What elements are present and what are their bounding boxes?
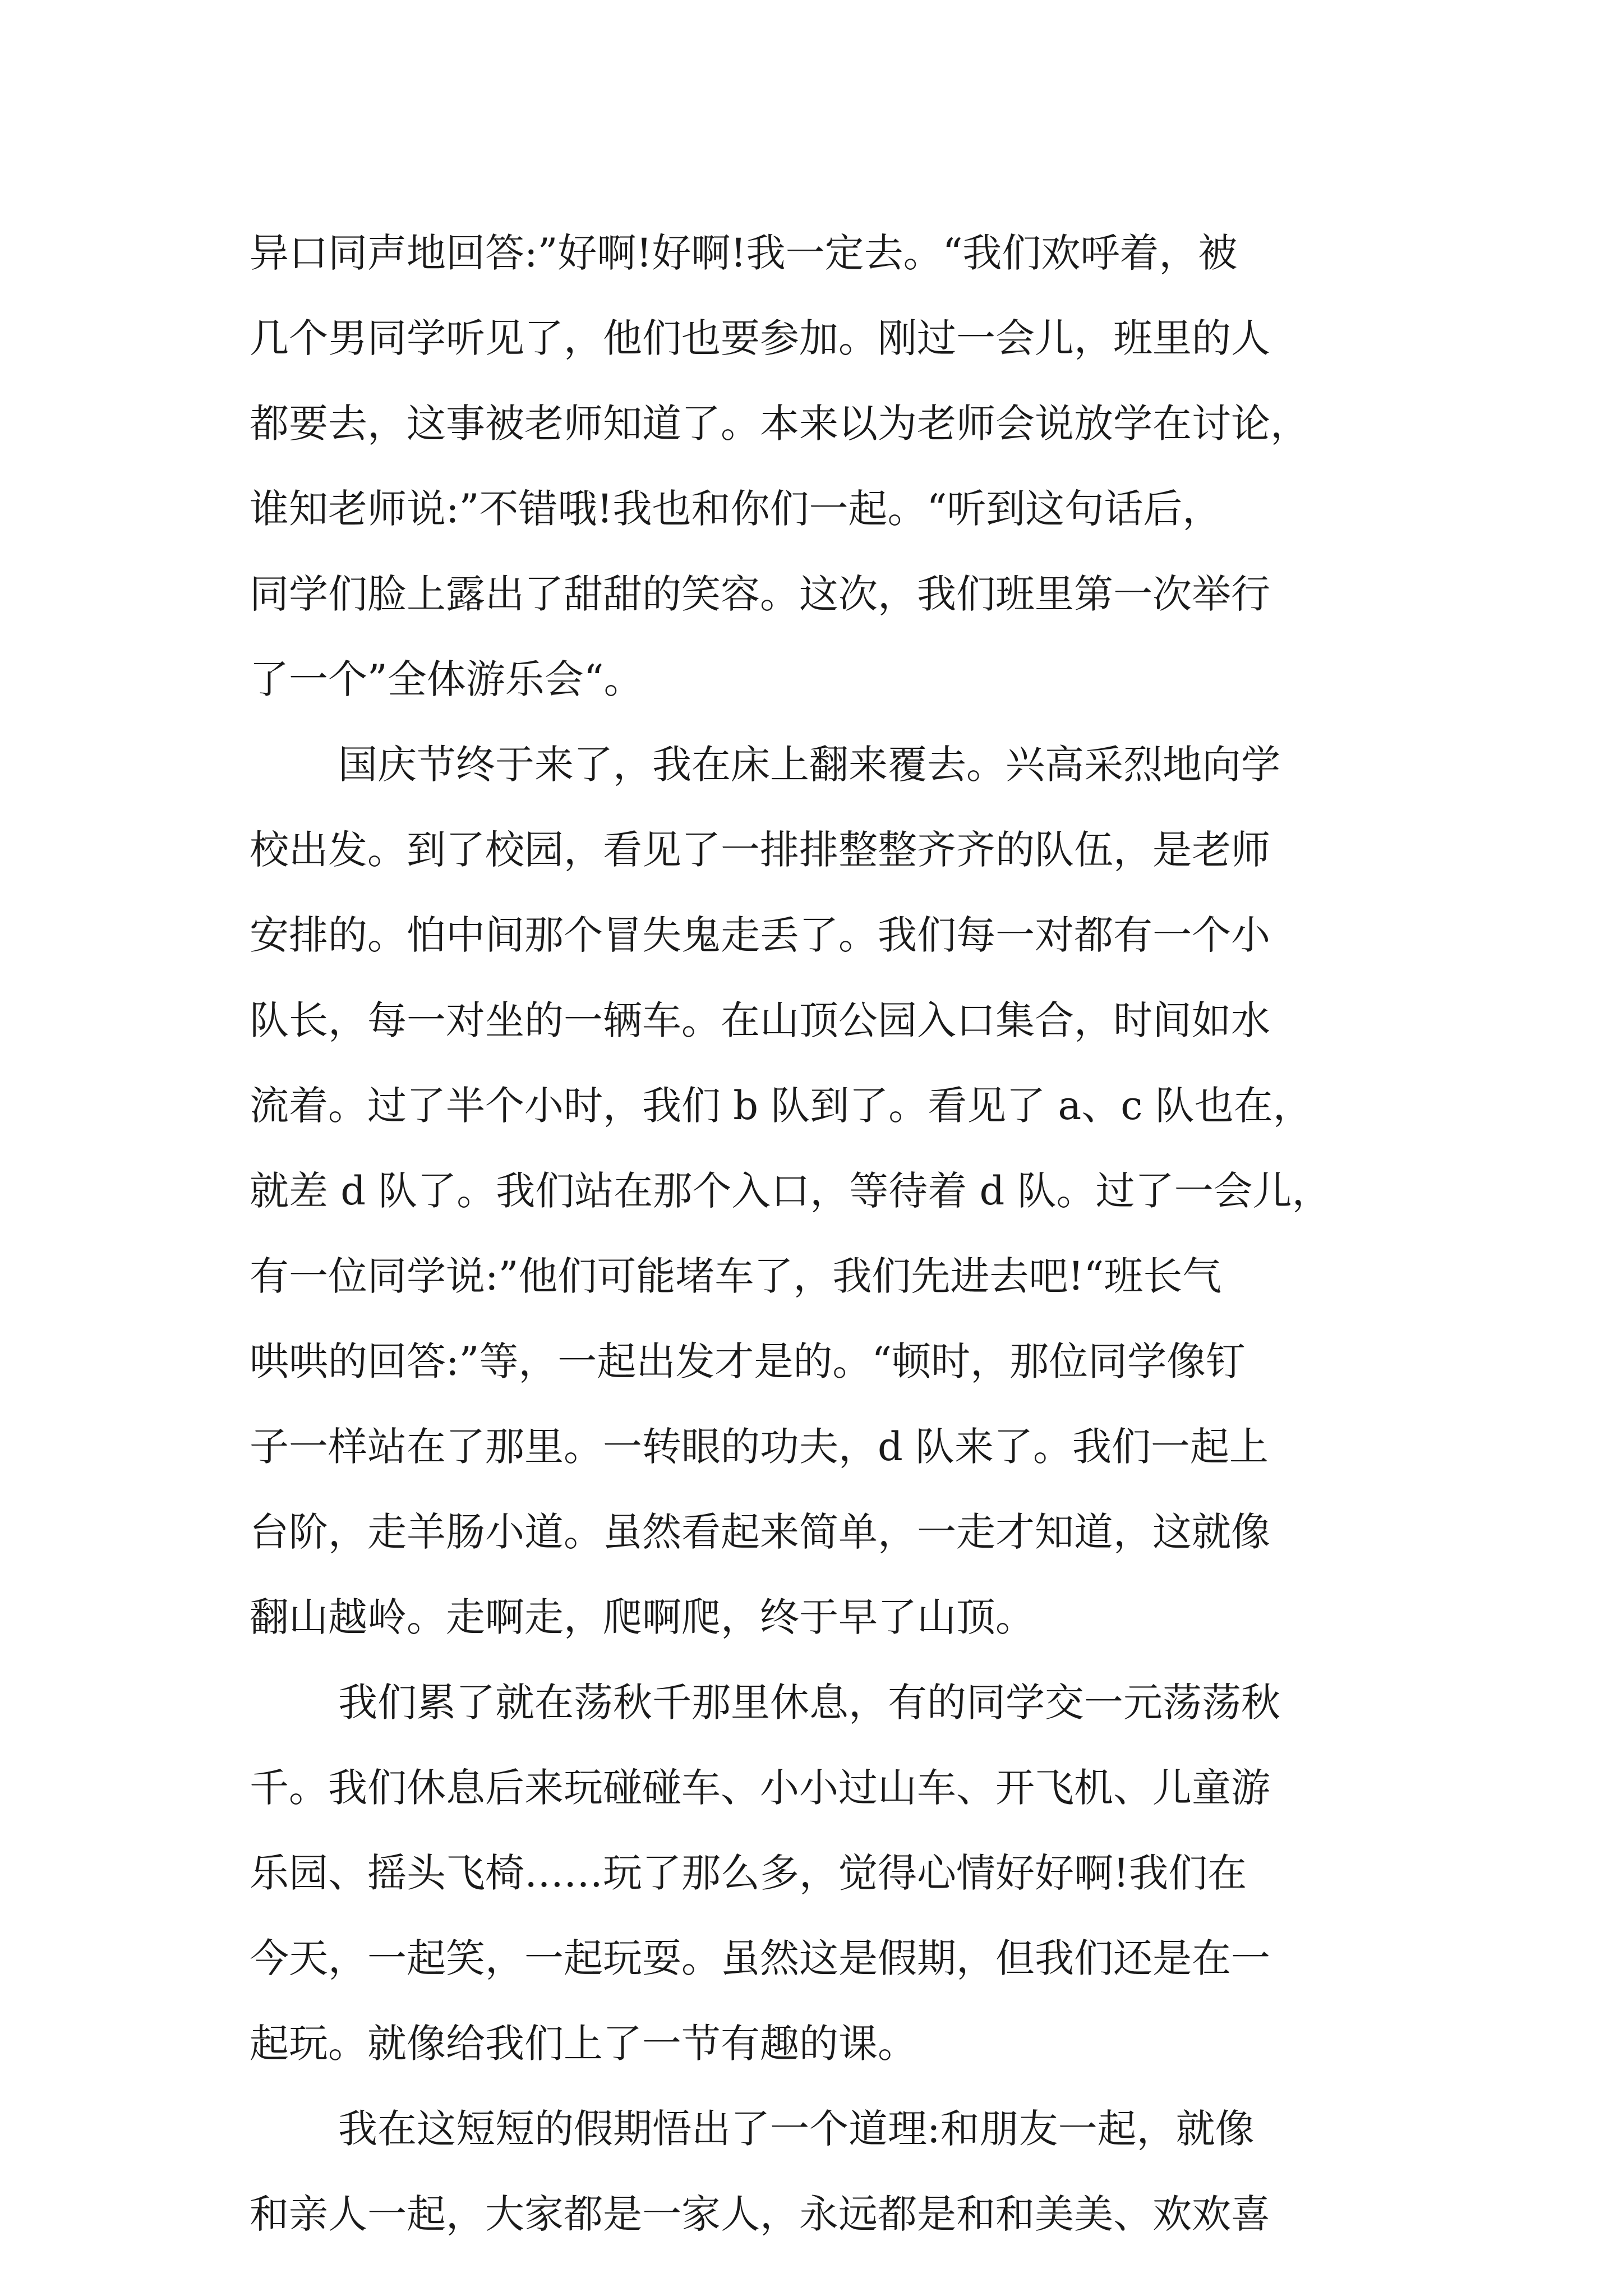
text-line: 都要去，这事被老师知道了。本来以为老师会说放学在讨论， (250, 401, 1310, 447)
text-line: 千。我们休息后来玩碰碰车、小小过山车、开飞机、儿童游 (250, 1765, 1270, 1811)
paragraph-first-line: 我们累了就在荡秋千那里休息，有的同学交一元荡荡秋 (338, 1680, 1280, 1726)
text-line: 几个男同学听见了，他们也要参加。刚过一会儿，班里的人 (250, 315, 1270, 361)
text-line: 台阶，走羊肠小道。虽然看起来简单，一走才知道，这就像 (250, 1509, 1270, 1555)
text-line: 流着。过了半个小时，我们 b 队到了。看见了 a、c 队也在， (250, 1083, 1312, 1129)
text-line: 有一位同学说:”他们可能堵车了，我们先进去吧!“班长气 (250, 1253, 1222, 1299)
text-line: 起玩。就像给我们上了一节有趣的课。 (250, 2021, 917, 2067)
body-text (250, 210, 1382, 2257)
text-line: 乐园、摇头飞椅……玩了那么多，觉得心情好好啊!我们在 (250, 1850, 1247, 1896)
text-line: 翻山越岭。走啊走，爬啊爬，终于早了山顶。 (250, 1594, 1035, 1640)
text-line: 异口同声地回答:”好啊!好啊!我一定去。“我们欢呼着，被 (250, 230, 1238, 276)
paragraph-first-line: 我在这短短的假期悟出了一个道理:和朋友一起，就像 (338, 2106, 1255, 2152)
text-line: 就差 d 队了。我们站在那个入口，等待着 d 队。过了一会儿， (250, 1168, 1331, 1214)
text-line: 安排的。怕中间那个冒失鬼走丢了。我们每一对都有一个小 (250, 912, 1270, 958)
text-line: 了一个”全体游乐会“。 (250, 656, 643, 702)
text-line: 同学们脸上露出了甜甜的笑容。这次，我们班里第一次举行 (250, 571, 1270, 617)
paragraph-first-line: 国庆节终于来了，我在床上翻来覆去。兴高采烈地向学 (338, 742, 1280, 788)
text-line: 校出发。到了校园，看见了一排排整整齐齐的队伍，是老师 (250, 827, 1270, 873)
text-line: 和亲人一起，大家都是一家人，永远都是和和美美、欢欢喜 (250, 2191, 1270, 2237)
text-line: 谁知老师说:”不错哦!我也和你们一起。“听到这句话后， (250, 486, 1222, 532)
text-line: 哄哄的回答:”等，一起出发才是的。“顿时，那位同学像钉 (250, 1338, 1246, 1384)
text-line: 队长，每一对坐的一辆车。在山顶公园入口集合，时间如水 (250, 997, 1270, 1043)
text-line: 子一样站在了那里。一转眼的功夫，d 队来了。我们一起上 (250, 1424, 1269, 1470)
text-line: 今天，一起笑，一起玩耍。虽然这是假期，但我们还是在一 (250, 1935, 1270, 1981)
